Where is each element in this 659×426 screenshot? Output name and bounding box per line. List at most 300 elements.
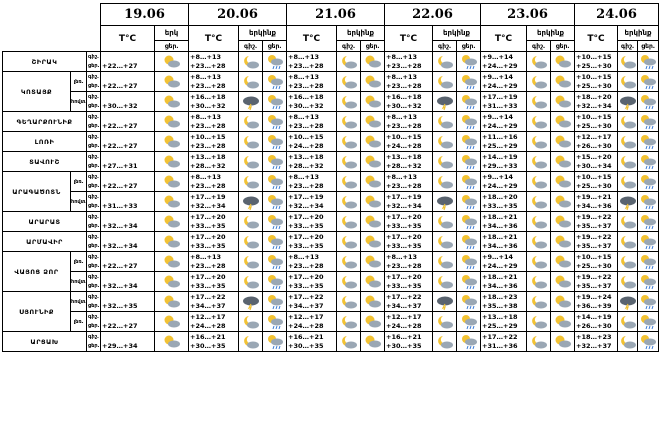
night-label: գիշ․ [88, 93, 99, 100]
moon-cloud-icon [239, 172, 263, 192]
region-name: ՏԱՎՈՒՇ [3, 152, 87, 172]
temp-cell [287, 52, 337, 72]
day-temp: +23…+28 [288, 81, 324, 90]
day-temp: +23…+28 [386, 261, 422, 270]
region-name: ՇԻՐԱԿ [3, 52, 87, 72]
day-temp: +33…+35 [190, 241, 226, 250]
night-label: գիշ․ [88, 333, 99, 340]
sun-rain-icon [638, 252, 659, 272]
night-temp: +9…+14 [482, 72, 513, 81]
temp-cell [385, 92, 433, 112]
temp-cell [575, 292, 618, 312]
region-subzone: լեռ․ [71, 72, 87, 92]
day-temp: +25…+30 [576, 81, 612, 90]
night-temp: +17…+20 [386, 272, 422, 281]
sun-rain-icon [638, 272, 659, 292]
temp-cell [287, 332, 337, 352]
region-row [3, 112, 659, 132]
moon-cloud-icon [527, 212, 551, 232]
sun-cloud-icon [155, 192, 189, 212]
date-header: 19.06 [101, 4, 189, 26]
storm-cloud-icon [433, 92, 457, 112]
temp-cell [101, 292, 155, 312]
temp-cell [575, 212, 618, 232]
day-temp: +32…+34 [576, 101, 612, 110]
night-temp: +16…+18 [386, 92, 422, 101]
storm-cloud-icon [618, 292, 638, 312]
sun-rain-icon [263, 172, 287, 192]
temp-cell [101, 312, 155, 332]
temp-header: T°C [101, 26, 155, 52]
night-temp [102, 293, 154, 302]
moon-cloud-icon [527, 232, 551, 252]
region-row [3, 232, 659, 252]
date-header: 21.06 [287, 4, 385, 26]
sun-cloud-icon [551, 132, 575, 152]
night-temp: +13…+18 [386, 152, 422, 161]
night-temp: +17…+20 [190, 272, 226, 281]
moon-cloud-icon [433, 172, 457, 192]
night-temp: +10…+15 [386, 132, 422, 141]
sun-rain-icon [263, 292, 287, 312]
period-labels [87, 272, 101, 292]
sun-cloud-icon [551, 192, 575, 212]
day-temp: +22…+27 [102, 321, 138, 330]
day-temp: +23…+28 [386, 181, 422, 190]
night-temp: +9…+14 [482, 112, 513, 121]
storm-cloud-icon [239, 292, 263, 312]
moon-cloud-icon [433, 52, 457, 72]
sun-rain-icon [638, 112, 659, 132]
period-labels [87, 192, 101, 212]
temp-cell [481, 192, 527, 212]
moon-cloud-icon [433, 332, 457, 352]
day-temp: +33…+35 [482, 201, 518, 210]
day-temp: +28…+32 [288, 161, 324, 170]
day-temp: +25…+30 [576, 181, 612, 190]
day-temp: +35…+37 [576, 241, 612, 250]
moon-cloud-icon [527, 292, 551, 312]
sun-rain-icon [263, 192, 287, 212]
night-temp [102, 193, 154, 202]
sun-rain-icon [457, 332, 481, 352]
day-temp: +34…+37 [190, 301, 226, 310]
day-label: ցեր․ [88, 62, 100, 69]
night-temp: +18…+20 [482, 192, 518, 201]
sun-cloud-icon [361, 192, 385, 212]
day-label: ցեր․ [88, 302, 100, 309]
day-temp: +23…+28 [190, 261, 226, 270]
moon-cloud-icon [527, 132, 551, 152]
temp-cell [189, 292, 239, 312]
temp-cell [101, 192, 155, 212]
night-temp: +8…+13 [386, 112, 417, 121]
night-temp: +8…+13 [386, 252, 417, 261]
night-temp: +18…+21 [482, 272, 518, 281]
moon-cloud-icon [618, 332, 638, 352]
sun-rain-icon [263, 232, 287, 252]
day-temp: +32…+34 [102, 241, 138, 250]
moon-cloud-icon [239, 112, 263, 132]
moon-cloud-icon [337, 212, 361, 232]
day-label: ցեր․ [88, 202, 100, 209]
temp-cell [287, 152, 337, 172]
night-temp: +17…+22 [288, 292, 324, 301]
temp-cell [481, 172, 527, 192]
region-row [3, 312, 659, 332]
day-temp: +29…+33 [482, 161, 518, 170]
night-temp: +16…+21 [386, 332, 422, 341]
day-temp: +24…+29 [482, 261, 518, 270]
temp-cell [385, 292, 433, 312]
night-temp: +17…+22 [386, 292, 422, 301]
temp-cell [189, 72, 239, 92]
moon-cloud-icon [433, 152, 457, 172]
region-subzone: հովտ․ [71, 92, 87, 112]
day-subheader: ցեր․ [638, 41, 659, 52]
sun-cloud-icon [361, 332, 385, 352]
day-label: ցեր․ [88, 182, 100, 189]
temp-cell [189, 132, 239, 152]
temp-cell [385, 312, 433, 332]
moon-cloud-icon [527, 112, 551, 132]
day-subheader: ցեր․ [457, 41, 481, 52]
night-temp: +17…+22 [482, 332, 518, 341]
region-row [3, 332, 659, 352]
temp-cell [101, 232, 155, 252]
temp-cell [481, 132, 527, 152]
moon-cloud-icon [433, 272, 457, 292]
period-labels [87, 152, 101, 172]
night-temp: +16…+18 [288, 92, 324, 101]
moon-cloud-icon [527, 92, 551, 112]
day-temp: +35…+37 [576, 221, 612, 230]
temp-cell [481, 52, 527, 72]
date-header: 23.06 [481, 4, 575, 26]
corner-blank [3, 26, 101, 52]
forecast-table-container [2, 3, 655, 423]
temp-cell [189, 192, 239, 212]
night-subheader: գիշ․ [527, 41, 551, 52]
temp-cell [385, 72, 433, 92]
sun-cloud-icon [155, 72, 189, 92]
night-label: գիշ․ [88, 273, 99, 280]
night-temp: +9…+14 [482, 52, 513, 61]
sky-header: երկինք [527, 26, 575, 41]
day-temp: +28…+32 [190, 161, 226, 170]
day-label: ցեր․ [88, 342, 100, 349]
day-temp: +30…+32 [102, 101, 138, 110]
night-temp: +17…+20 [288, 272, 324, 281]
day-temp: +25…+30 [576, 121, 612, 130]
night-label: գիշ․ [88, 253, 99, 260]
temp-cell [575, 52, 618, 72]
region-name: ԱՐՑԱԽ [3, 332, 87, 352]
sun-cloud-icon [361, 112, 385, 132]
temp-cell [385, 332, 433, 352]
sky-header: երկինք [337, 26, 385, 41]
sun-cloud-icon [155, 272, 189, 292]
period-labels [87, 252, 101, 272]
sun-rain-icon [457, 252, 481, 272]
day-temp: +23…+28 [386, 61, 422, 70]
night-temp [102, 313, 154, 322]
night-temp [102, 113, 154, 122]
region-row [3, 172, 659, 192]
period-labels [87, 112, 101, 132]
day-temp: +22…+27 [102, 61, 138, 70]
moon-cloud-icon [527, 52, 551, 72]
day-temp: +23…+28 [190, 181, 226, 190]
sun-cloud-icon [155, 252, 189, 272]
day-temp: +25…+29 [482, 141, 518, 150]
night-temp: +18…+23 [482, 292, 518, 301]
day-temp: +27…+31 [102, 161, 138, 170]
moon-cloud-icon [337, 332, 361, 352]
sun-cloud-icon [155, 232, 189, 252]
sun-rain-icon [457, 72, 481, 92]
day-temp: +34…+37 [288, 301, 324, 310]
temp-cell [101, 152, 155, 172]
temp-cell [101, 112, 155, 132]
night-temp: +8…+13 [288, 72, 319, 81]
temp-cell [575, 272, 618, 292]
forecast-table [2, 3, 659, 352]
day-subheader: ցեր․ [551, 41, 575, 52]
night-temp: +18…+21 [482, 212, 518, 221]
temp-cell [287, 292, 337, 312]
night-temp: +8…+13 [190, 172, 221, 181]
night-temp: +10…+15 [288, 132, 324, 141]
night-label: գիշ․ [88, 313, 99, 320]
temp-cell [575, 252, 618, 272]
date-header: 20.06 [189, 4, 287, 26]
day-temp: +23…+28 [288, 121, 324, 130]
night-temp [102, 173, 154, 182]
sun-rain-icon [638, 152, 659, 172]
night-subheader: գիշ․ [433, 41, 457, 52]
temp-cell [101, 72, 155, 92]
moon-cloud-icon [433, 112, 457, 132]
day-label: ցեր․ [88, 242, 100, 249]
moon-cloud-icon [239, 232, 263, 252]
night-temp: +19…+22 [576, 232, 612, 241]
column-header-row [3, 26, 659, 41]
night-temp [102, 73, 154, 82]
day-temp: +25…+29 [482, 321, 518, 330]
night-temp: +17…+19 [482, 92, 518, 101]
temp-cell [287, 112, 337, 132]
night-subheader: գիշ․ [239, 41, 263, 52]
day-temp: +33…+35 [386, 241, 422, 250]
date-header: 24.06 [575, 4, 659, 26]
night-temp: +17…+22 [190, 292, 226, 301]
storm-cloud-icon [433, 192, 457, 212]
night-temp [102, 153, 154, 162]
sun-cloud-icon [551, 52, 575, 72]
day-label: ցեր․ [88, 162, 100, 169]
day-temp: +33…+35 [386, 281, 422, 290]
moon-cloud-icon [337, 252, 361, 272]
moon-cloud-icon [618, 252, 638, 272]
temp-cell [189, 52, 239, 72]
date-header: 22.06 [385, 4, 481, 26]
day-temp: +23…+28 [190, 81, 226, 90]
sun-rain-icon [457, 192, 481, 212]
storm-cloud-icon [239, 192, 263, 212]
sun-cloud-icon [551, 232, 575, 252]
day-temp: +32…+34 [386, 201, 422, 210]
night-temp: +8…+13 [288, 112, 319, 121]
night-temp [102, 253, 154, 262]
moon-cloud-icon [239, 52, 263, 72]
sun-cloud-icon [361, 132, 385, 152]
temp-cell [287, 72, 337, 92]
temp-cell [575, 192, 618, 212]
day-temp: +33…+35 [288, 221, 324, 230]
temp-cell [287, 132, 337, 152]
moon-cloud-icon [527, 312, 551, 332]
sun-rain-icon [263, 72, 287, 92]
day-temp: +33…+35 [190, 221, 226, 230]
sun-cloud-icon [551, 252, 575, 272]
sun-cloud-icon [551, 172, 575, 192]
region-name: ԼՈՌԻ [3, 132, 87, 152]
day-temp: +22…+27 [102, 261, 138, 270]
day-temp: +23…+28 [288, 261, 324, 270]
sun-cloud-icon [361, 272, 385, 292]
moon-cloud-icon [527, 332, 551, 352]
day-temp: +24…+28 [288, 321, 324, 330]
day-temp: +24…+29 [482, 81, 518, 90]
sun-rain-icon [457, 132, 481, 152]
region-row [3, 192, 659, 212]
night-temp: +12…+17 [288, 312, 324, 321]
moon-cloud-icon [618, 172, 638, 192]
day-temp: +30…+32 [190, 101, 226, 110]
moon-cloud-icon [618, 112, 638, 132]
night-temp: +8…+13 [386, 172, 417, 181]
sun-rain-icon [457, 312, 481, 332]
sun-rain-icon [263, 272, 287, 292]
night-label: գիշ․ [88, 153, 99, 160]
sun-cloud-icon [361, 232, 385, 252]
moon-cloud-icon [239, 312, 263, 332]
night-temp: +12…+17 [386, 312, 422, 321]
day-temp: +35…+38 [482, 301, 518, 310]
sun-rain-icon [263, 312, 287, 332]
region-subzone: հովտ․ [71, 292, 87, 312]
day-temp: +30…+35 [386, 341, 422, 350]
night-subheader: գիշ․ [618, 41, 638, 52]
temp-cell [481, 112, 527, 132]
night-temp: +8…+13 [190, 72, 221, 81]
temp-cell [481, 312, 527, 332]
temp-header: T°C [575, 26, 618, 52]
temp-cell [101, 252, 155, 272]
sun-cloud-icon [551, 332, 575, 352]
day-temp: +22…+27 [102, 81, 138, 90]
sun-rain-icon [638, 212, 659, 232]
night-label: գիշ․ [88, 113, 99, 120]
moon-cloud-icon [337, 132, 361, 152]
sun-cloud-icon [155, 312, 189, 332]
sun-rain-icon [638, 172, 659, 192]
sun-rain-icon [638, 52, 659, 72]
day-label: ցեր․ [88, 282, 100, 289]
moon-cloud-icon [527, 72, 551, 92]
day-temp: +34…+36 [482, 281, 518, 290]
night-label: գիշ․ [88, 213, 99, 220]
day-temp: +23…+28 [190, 141, 226, 150]
moon-cloud-icon [337, 72, 361, 92]
sun-cloud-icon [551, 272, 575, 292]
day-temp: +32…+35 [102, 301, 138, 310]
moon-cloud-icon [337, 312, 361, 332]
night-temp: +19…+21 [576, 192, 612, 201]
night-temp [102, 233, 154, 242]
date-header-row [3, 4, 659, 26]
day-temp: +32…+34 [102, 281, 138, 290]
moon-cloud-icon [433, 252, 457, 272]
day-temp: +32…+34 [102, 221, 138, 230]
moon-cloud-icon [618, 212, 638, 232]
temp-header: T°C [189, 26, 239, 52]
sun-rain-icon [638, 132, 659, 152]
region-subzone: լեռ․ [71, 172, 87, 192]
day-temp: +30…+32 [386, 101, 422, 110]
temp-cell [575, 152, 618, 172]
day-temp: +23…+28 [288, 61, 324, 70]
night-temp: +8…+13 [386, 52, 417, 61]
moon-cloud-icon [433, 232, 457, 252]
moon-cloud-icon [527, 192, 551, 212]
temp-cell [189, 212, 239, 232]
moon-cloud-icon [239, 212, 263, 232]
moon-cloud-icon [433, 132, 457, 152]
sun-cloud-icon [155, 172, 189, 192]
region-row [3, 252, 659, 272]
day-temp: +24…+28 [288, 141, 324, 150]
night-temp: +17…+19 [190, 192, 226, 201]
moon-cloud-icon [239, 152, 263, 172]
sun-cloud-icon [551, 92, 575, 112]
sun-cloud-icon [155, 332, 189, 352]
night-temp: +17…+19 [288, 192, 324, 201]
night-subheader: գիշ․ [337, 41, 361, 52]
night-temp: +16…+21 [190, 332, 226, 341]
day-temp: +26…+30 [576, 321, 612, 330]
night-label: գիշ․ [88, 173, 99, 180]
temp-cell [287, 172, 337, 192]
sun-cloud-icon [361, 92, 385, 112]
sky-header: երկինք [433, 26, 481, 41]
period-labels [87, 132, 101, 152]
temp-cell [481, 212, 527, 232]
sun-rain-icon [263, 212, 287, 232]
period-labels [87, 292, 101, 312]
sun-rain-icon [638, 332, 659, 352]
moon-cloud-icon [239, 272, 263, 292]
temp-cell [481, 292, 527, 312]
sun-rain-icon [638, 72, 659, 92]
day-temp: +32…+34 [190, 201, 226, 210]
region-subzone: հովտ․ [71, 272, 87, 292]
sun-rain-icon [457, 212, 481, 232]
night-temp: +18…+23 [576, 332, 612, 341]
temp-cell [575, 132, 618, 152]
temp-cell [385, 132, 433, 152]
